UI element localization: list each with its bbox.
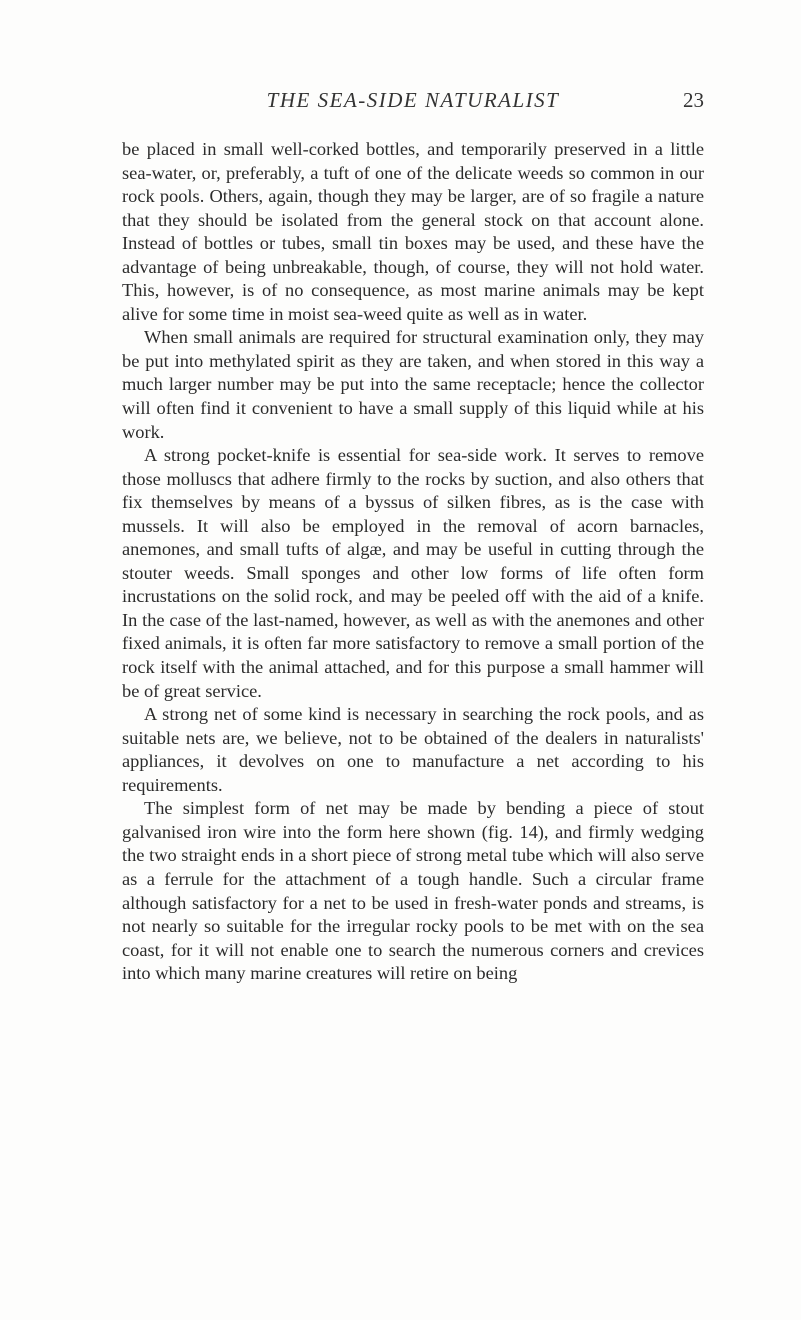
paragraph-1: be placed in small well-corked bottles, and temporarily preserved in a little sea-water, or, preferably, a tuft of one of the delicate weeds so common in our rock pools. Others, again, though they may be larger, are of so fragile a nature that they should be isolated from the general stock on that account alone. Instead of bottles or tubes, small tin boxes may be used, and these have the advantage of being unbreakable, though, of course, they will not hold water. This, however, is of no consequence, as most marine animals may be kept alive for some time in moist sea-weed quite as well as in water. bbox=[122, 139, 704, 324]
body-text bbox=[122, 138, 704, 986]
paragraph-5: The simplest form of net may be made by bending a piece of stout galvanised iron wire into the form here shown (fig. 14), and firmly wedging the two straight ends in a short piece of strong metal tube which will also serve as a ferrule for the attachment of a tough handle. Such a circular frame although satisfactory for a net to be used in fresh-water ponds and streams, is not nearly so suitable for the irregular rocky pools to be met with on the sea coast, for it will not enable one to search the numerous corners and crevices into which many marine creatures will retire on being bbox=[122, 798, 704, 984]
page-number: 23 bbox=[683, 88, 704, 112]
paragraph-2: When small animals are required for structural examination only, they may be put into methylated spirit as they are taken, and when stored in this way a much larger number may be put into the same receptacle; hence the collector will often find it convenient to have a small supply of this liquid while at his work. bbox=[122, 327, 704, 442]
paragraph-3: A strong pocket-knife is essential for sea-side work. It serves to remove those molluscs that adhere firmly to the rocks by suction, and also others that fix themselves by means of a byssus of silken fibres, as is the case with mussels. It will also be employed in the removal of acorn barnacles, anemones, and small tufts of algæ, and may be useful in cutting through the stouter weeds. Small sponges and other low forms of life often form incrustations on the solid rock, and may be peeled off with the aid of a knife. In the case of the last-named, however, as well as with the anemones and other fixed animals, it is often far more satisfactory to remove a small portion of the rock itself with the animal attached, and for this purpose a small hammer will be of great service. bbox=[122, 445, 704, 701]
paragraph-4: A strong net of some kind is necessary in searching the rock pools, and as suitable nets are, we believe, not to be obtained of the dealers in naturalists' appliances, it devolves on one to manufacture a net according to his requirements. bbox=[122, 704, 704, 795]
running-title: THE SEA-SIDE NATURALIST bbox=[266, 88, 560, 112]
running-head bbox=[122, 88, 704, 116]
